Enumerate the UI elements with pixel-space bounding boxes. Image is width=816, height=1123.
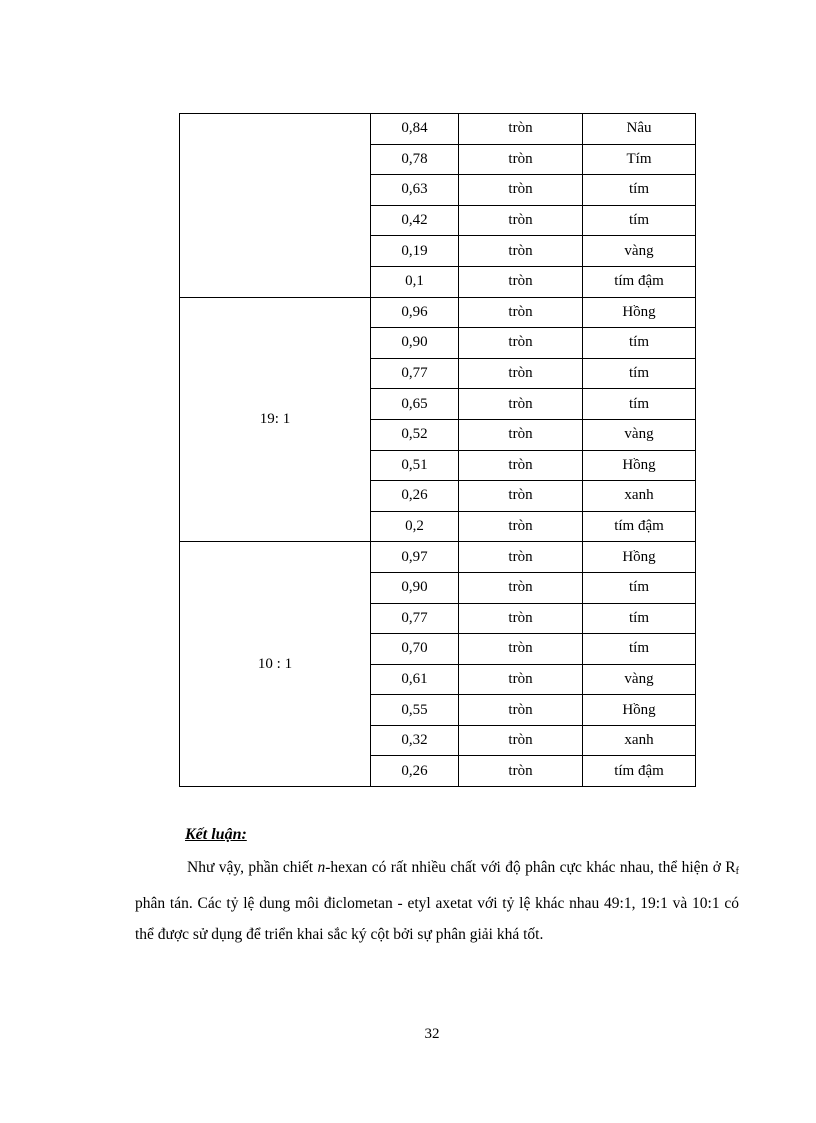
spot-color-cell: xanh [583,725,696,756]
spot-shape-cell: tròn [459,205,583,236]
spot-shape-cell: tròn [459,664,583,695]
solvent-ratio-cell [180,114,371,298]
spot-color-cell: Hồng [583,542,696,573]
conclusion-text-italic: n [317,859,326,876]
table-row [180,542,696,573]
rf-value-cell: 0,19 [371,236,459,267]
rf-value-cell: 0,32 [371,725,459,756]
rf-value-cell: 0,90 [371,572,459,603]
spot-shape-cell: tròn [459,634,583,665]
spot-color-cell: vàng [583,664,696,695]
spot-color-cell: tím [583,389,696,420]
solvent-ratio-cell: 19: 1 [180,297,371,542]
spot-color-cell: tím [583,358,696,389]
rf-value-cell: 0,78 [371,144,459,175]
spot-shape-cell: tròn [459,236,583,267]
spot-shape-cell: tròn [459,511,583,542]
rf-value-cell: 0,65 [371,389,459,420]
rf-value-cell: 0,70 [371,634,459,665]
spot-color-cell: Hồng [583,695,696,726]
solvent-ratio-cell: 10 : 1 [180,542,371,787]
spot-color-cell: tím [583,328,696,359]
spot-color-cell: tím đậm [583,756,696,787]
rf-value-cell: 0,1 [371,266,459,297]
spot-shape-cell: tròn [459,389,583,420]
spot-color-cell: tím [583,175,696,206]
spot-color-cell: Hồng [583,450,696,481]
spot-color-cell: Nâu [583,114,696,145]
rf-value-cell: 0,51 [371,450,459,481]
spot-shape-cell: tròn [459,572,583,603]
conclusion-text-part1: Như vậy, phần chiết [187,859,318,876]
spot-shape-cell: tròn [459,266,583,297]
spot-shape-cell: tròn [459,695,583,726]
rf-value-cell: 0,61 [371,664,459,695]
rf-value-cell: 0,97 [371,542,459,573]
page-number: 32 [424,1026,440,1042]
conclusion-paragraph [135,852,739,951]
spot-color-cell: vàng [583,236,696,267]
conclusion-text-part3: phân tán. Các tỷ lệ dung môi điclometan - etyl axetat với tỷ lệ khác nhau 49:1, 19:1 và 10:1 có thể được sử dụng để triển khai sắc ký cột bởi sự phân giải khá tốt. [135,894,739,943]
rf-value-cell: 0,96 [371,297,459,328]
rf-value-cell: 0,55 [371,695,459,726]
spot-shape-cell: tròn [459,450,583,481]
spot-shape-cell: tròn [459,328,583,359]
rf-value-cell: 0,26 [371,481,459,512]
rf-value-cell: 0,63 [371,175,459,206]
conclusion-text-subscript: f [735,866,739,877]
spot-shape-cell: tròn [459,358,583,389]
spot-shape-cell: tròn [459,725,583,756]
spot-color-cell: tím [583,603,696,634]
spot-color-cell: vàng [583,419,696,450]
table-row [180,114,696,145]
spot-shape-cell: tròn [459,175,583,206]
rf-value-cell: 0,42 [371,205,459,236]
spot-shape-cell: tròn [459,481,583,512]
rf-value-cell: 0,26 [371,756,459,787]
conclusion-heading: Kết luận: [185,826,247,843]
spot-color-cell: tím [583,205,696,236]
conclusion-text-part2: -hexan có rất nhiều chất với độ phân cực khác nhau, thể hiện ở R [325,859,736,876]
spot-shape-cell: tròn [459,114,583,145]
table-row [180,297,696,328]
spot-shape-cell: tròn [459,756,583,787]
spot-shape-cell: tròn [459,144,583,175]
rf-table-body [180,114,696,787]
spot-color-cell: Tím [583,144,696,175]
spot-shape-cell: tròn [459,419,583,450]
spot-shape-cell: tròn [459,297,583,328]
rf-results-table [179,113,696,787]
rf-value-cell: 0,84 [371,114,459,145]
spot-color-cell: tím [583,634,696,665]
spot-color-cell: Hồng [583,297,696,328]
rf-value-cell: 0,90 [371,328,459,359]
rf-value-cell: 0,77 [371,603,459,634]
rf-value-cell: 0,2 [371,511,459,542]
conclusion-section [135,822,739,951]
spot-shape-cell: tròn [459,542,583,573]
spot-color-cell: xanh [583,481,696,512]
rf-value-cell: 0,52 [371,419,459,450]
spot-color-cell: tím [583,572,696,603]
spot-color-cell: tím đậm [583,266,696,297]
spot-shape-cell: tròn [459,603,583,634]
spot-color-cell: tím đậm [583,511,696,542]
rf-value-cell: 0,77 [371,358,459,389]
